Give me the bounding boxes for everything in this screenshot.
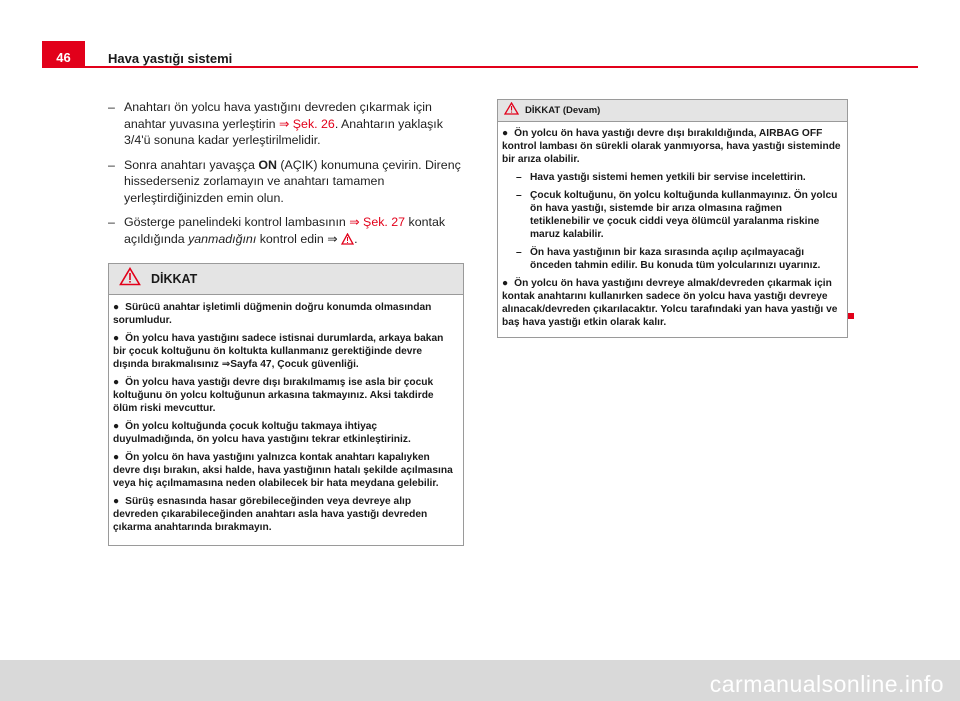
warning-item [113, 301, 459, 327]
warning-sub-item [502, 189, 843, 241]
warning-item [113, 420, 459, 446]
warning-item [113, 376, 459, 415]
step-bold-text: ON [258, 157, 277, 172]
sub-dash: – [516, 172, 522, 183]
bullet-icon: ● [502, 128, 509, 139]
warning-item-text: Sürücü anahtar işletimli düğmenin doğru konumda olmasından sorumludur. [113, 302, 432, 326]
page-number: 46 [42, 41, 85, 67]
step-text: kontrol edin ⇒ [256, 231, 342, 246]
bullet-icon: ● [113, 333, 120, 344]
page-title: Hava yastığı sistemi [108, 51, 233, 66]
warning-continued-body [498, 122, 847, 337]
figure-link[interactable]: ⇒ Şek. 26 [278, 116, 335, 131]
warning-header [109, 264, 463, 295]
bullet-icon: ● [502, 278, 509, 289]
instruction-step [108, 214, 464, 249]
step-text: . [354, 231, 358, 246]
warning-item [502, 277, 843, 329]
warning-item [113, 451, 459, 490]
warning-item-text: Ön yolcu ön hava yastığını yalnızca kontak anahtarı kapalıyken devre dışı bırakın, aksi halde, hava yastığının hatalı şekilde açılmasına veya hiç açılmamasına neden olabilecek bir hata meydana gelebilir. [113, 452, 453, 489]
instruction-step [108, 99, 464, 149]
warning-item [113, 495, 459, 534]
warning-body [109, 295, 463, 545]
step-text: . Anahtarın yaklaşık 3/4'ü sonuna kadar yerleştirilmelidir. [124, 116, 443, 147]
warning-sub-text: Ön hava yastığının bir kaza sırasında açılıp açılmayacağı önceden tahmin edilir. Bu konuda tüm yolcularınızı uyarınız. [530, 247, 821, 271]
warning-sub-text: Çocuk koltuğunu, ön yolcu koltuğunda kullanmayınız. Ön yolcu ön hava yastığı, sistemde bir arıza olmasına rağmen tetiklenebilir ve çocuk ciddi veya ölümcül yaralanma riskine maruz kalabilir. [530, 190, 838, 240]
warning-sub-item [502, 246, 843, 272]
step-italic-text: yanmadığını [188, 231, 257, 246]
step-text: Sonra anahtarı yavaşça [124, 157, 259, 172]
step-dash: – [108, 215, 115, 229]
header-rule [42, 66, 918, 68]
right-column [497, 99, 848, 338]
figure-link[interactable]: ⇒ Şek. 27 [349, 215, 406, 229]
warning-continued-box [497, 99, 848, 338]
sub-dash: – [516, 247, 522, 258]
section-end-marker [848, 313, 854, 319]
bullet-icon: ● [113, 452, 120, 463]
step-dash: – [108, 100, 115, 114]
warning-item-text: Ön yolcu hava yastığını sadece istisnai durumlarda, arkaya bakan bir çocuk koltuğunu ön koltukta kullanmanız gerektiğinde devre dışında bırakmalısınız ⇒Sayfa 47, Çocuk güvenliği. [113, 333, 444, 370]
step-dash: – [108, 157, 115, 172]
warning-continued-title: DİKKAT (Devam) [525, 105, 601, 116]
warning-item-text: Sürüş esnasında hasar görebileceğinden veya devreye alıp devreden çıkarabileceğinden anahtarı asla hava yastığı devreden çıkarma anahtarında bırakmayın. [113, 496, 428, 533]
warning-title: DİKKAT [151, 272, 198, 286]
left-column [108, 99, 464, 546]
warning-sub-text: Hava yastığı sistemi hemen yetkili bir servise incelettirin. [530, 172, 806, 183]
warning-item [502, 127, 843, 166]
warning-item-text: Ön yolcu hava yastığı devre dışı bırakılmamış ise asla bir çocuk koltuğunu ön yolcu koltuğunun arkasına takmayınız. Aksi takdirde ölüm riski mevcuttur. [113, 377, 434, 414]
step-text: Gösterge panelindeki kontrol lambasının [124, 215, 350, 229]
step-text: Anahtarı ön yolcu hava yastığını devreden çıkarmak için anahtar yuvasına yerleştirin [124, 100, 432, 131]
step-text: kontak açıldığında [124, 215, 446, 246]
sub-dash: – [516, 190, 522, 201]
bullet-icon: ● [113, 421, 120, 432]
warning-triangle-icon [119, 267, 141, 291]
warning-triangle-icon [504, 102, 519, 120]
instruction-step [108, 157, 464, 207]
warning-item [113, 332, 459, 371]
step-text: (AÇIK) konumuna çevirin. Direnç hissederseniz zorlamayın ve anahtarı tamamen yerleştirdiğinizden emin olun. [124, 157, 461, 205]
warning-item-text: Ön yolcu ön hava yastığı devre dışı bırakıldığında, AIRBAG OFF kontrol lambası ön sürekli olarak yanmıyorsa, hava yastığı sisteminde bir arıza olabilir. [502, 128, 841, 165]
warning-triangle-icon[interactable] [341, 233, 354, 250]
bullet-icon: ● [113, 377, 120, 388]
warning-item-text: Ön yolcu ön hava yastığını devreye almak/devreden çıkarmak için kontak anahtarını kullanırken sadece ön yolcu hava yastığı devreye alınacak/devreden çıkarılacaktır. Yolcu tarafındaki yan hava yastığı ve baş hava yastığı etkin olarak kalır. [502, 278, 838, 328]
warning-sub-item [502, 171, 843, 184]
bullet-icon: ● [113, 496, 120, 507]
bullet-icon: ● [113, 302, 120, 313]
warning-item-text: Ön yolcu koltuğunda çocuk koltuğu takmaya ihtiyaç duyulmadığında, ön yolcu hava yastığını tekrar etkinleştiriniz. [113, 421, 411, 445]
warning-continued-header [498, 100, 847, 122]
footer-bar [0, 660, 960, 701]
warning-box [108, 263, 464, 546]
watermark-text: carmanualsonline.info [709, 671, 944, 697]
